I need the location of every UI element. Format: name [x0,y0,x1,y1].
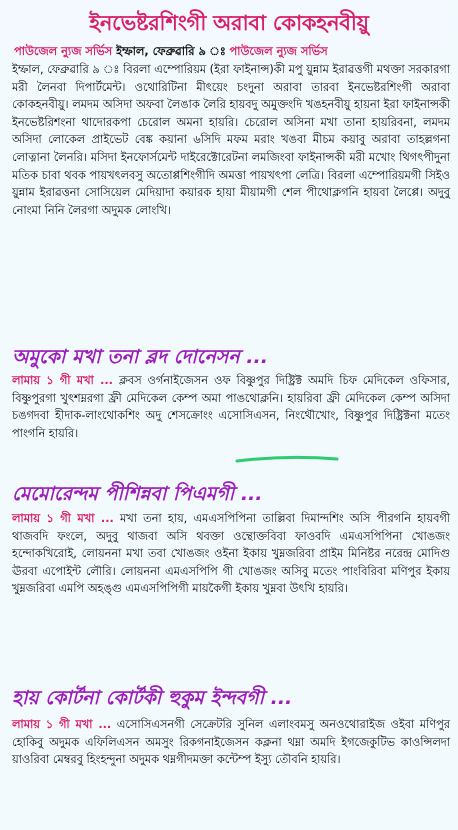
headline: ইনভেষ্টরশিংগী অরাবা কোকহনবীয়ু [89,10,369,35]
section-1-paragraph [12,372,450,472]
byline-source-right: পাউজেল ন্যুজ সর্ভিস [229,44,328,58]
headline-box [3,2,455,44]
section-2-text: মখা তনা হায়, এমএসপিপিনা তাল্লিবা দিমান্দশিং অসি পীরগনি হায়বগী থাজবদি ফংলে, অদুবু থাজবা অসি থবক্তা ওন্থোক্তবিবা ফাওবদি এমএসপিপিনা খোঙজং হন্দোকখিরোই, লোয়ননা মখা তবা খোঙজং ওইনা ইকায় খুম্নজরিবা প্রাইম মিনিষ্টর নরেন্দ্র মোদিগু ঊরবা এপোইন্ট লৌরি। লোয়ননা এমএসপিপি গী খোঙজং অসিবু মতেং পাংবিরিবা মণিপুর ইকায় খুম্নজরিবা এমপি অহঙ্গু এমএসপিপিগী মায়কৈগী ইকায় খুম্নবা উৎখি হায়রি। [12,512,451,596]
subhead-2: মেমোরেন্দম পীশিন্নবা পিএমগী ... [12,483,263,505]
byline-source-left: পাউজেল ন্যুজ সর্ভিস [14,44,113,58]
subhead-1: অমুকো মখা তনা ব্লদ দোনেসন ... [12,346,268,368]
section-3-text: এসোসিএসনগী সেক্রেটরি সুনিল এলাংবমসু অনওথোরাইজ ওইবা মণিপুর হোকিবু অদুমক এফিলিএসন অমসুং রিকগনাইজেসন কক্লনা থম্না অমদি ইগজেকুটিভ কাওন্সিলদা য়াওরিবা মেম্বরবু হিংহন্দুনা অদুমক থম্নগীদমক্তা কন্টেম্প ইস্যু তৌবনি হায়রি। [12,718,451,767]
lead-paragraph: ইম্ফাল, ফেব্রুৱারি ৯ ঃ বিরলা এম্পোরিয়ম (ইরা ফাইনান্স)কী মপু য়ুন্নাম ইরাৱত্তগী মথক্তা সরকারগা মরী লৈনবা দিপার্টমেন্ট। ওথোরিটিনা মীৎয়েং চংদুনা অরাবা তারবা ইনভেষ্টরশিংগী অরাবা কোকহনবীয়ু। লমদম অসিদা অফবা লৈঙাক লৈরি হায়বদু অমুক্তংদি খঙহনবীয়ু হায়না ইরা ফাইনান্সকী ইনভেষ্টরিশংনা থাদোরকপা চেরোল অমনা হায়রি। চেরোল অসিনা মখা তানা হায়রিবনা, লমদম অসিদা লোকেল প্রাইভেট বেঙ্ক কয়ানা ৬সিদি মফম মরাং খঙবা মীচম কয়াবু অরাবা তাহল্লগনা লোত্নানা লৈনরি। মসিদা ইনফোর্সমেন্ট দাইরেক্টোরেটনা লমজিংবা ফাইনান্সকী মরী মখোং থিগৎপীদুনা মতিক চাবা থবক পায়খৎলবসু অতোপ্পশিংগীদি অমত্তা পায়খৎপা লেত্রি। বিরলা এম্পোরিয়মগী সিইও য়ুন্নাম ইরাৱত্তনা সোসিয়েল মেদিয়াদা কয়ারক হায়া মীয়ামগী শেল পীথোক্লগনি হায়বা লৈপ্পে। অদুবু নোংমা নিনি লৈরগা অদুমক লোংখি। [12,63,450,217]
byline [14,43,454,59]
section-2-paragraph [12,510,450,682]
section-1-text: ক্লবস ওর্গনাইজেসন ওফ বিষ্ণুপুর দিষ্ট্রিক্ট অমদি চিফ মেদিকেল ওফিসার, বিষ্ণুপুরগা খুৎশম্নরগা ফ্রী মেদিকেল কেম্প অমা পাঙথোক্লনি। হায়রিবা ফ্রী মেদিকেল কেম্প অসিদা চঙগদবা হীদাক-লাংথোকশিং অদু শেসক্রোংং এসোসিএসন, নিংথৌখোং, বিষ্ণুপুর দিষ্ট্রিক্টনা মতেং পাংগনি হায়রি। [12,374,451,440]
section-3-paragraph [12,716,450,824]
section-3-kicker: লামায় ১ গী মখা ... [12,718,112,731]
section-2-kicker: লামায় ১ গী মখা ... [12,512,114,525]
green-underline-mark [235,454,339,464]
byline-place-date: ইম্ফাল, ফেব্রুৱারি ৯ ঃ [112,44,226,58]
section-1-kicker: লামায় ১ গী মখা ... [12,374,113,387]
subhead-3: হায় কোর্টনা কোর্টকী হুকুম ইন্দবগী ... [12,687,293,709]
